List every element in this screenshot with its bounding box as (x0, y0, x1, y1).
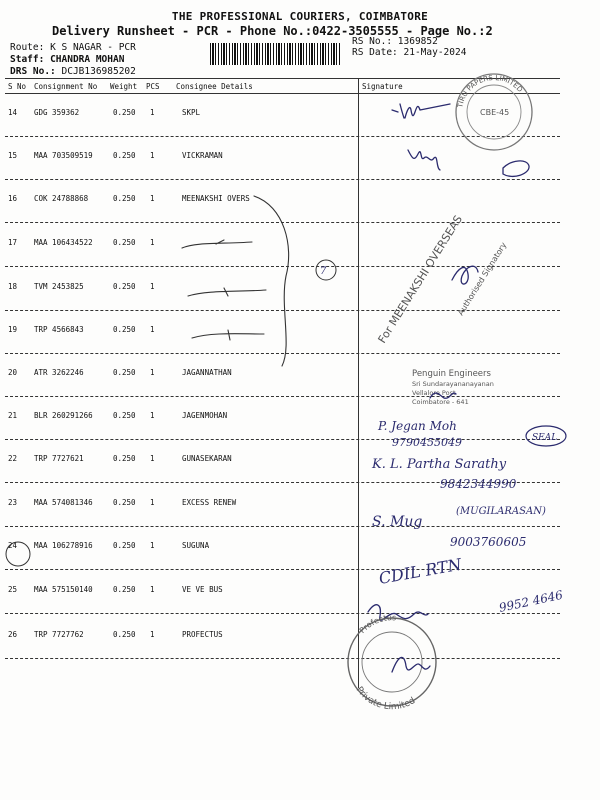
row-consignee: EXCESS RENEW (182, 498, 237, 507)
row-consignment-no: MAA 106434522 (34, 238, 93, 247)
row-sno: 17 (8, 238, 18, 247)
row-pcs: 1 (150, 194, 155, 203)
col-weight: Weight (110, 82, 138, 91)
row-consignment-no: MAA 574081346 (34, 498, 93, 507)
row-consignment-no: TRP 4566843 (34, 325, 84, 334)
row-pcs: 1 (150, 151, 155, 160)
row-weight: 0.250 (113, 454, 136, 463)
row-pcs: 1 (150, 454, 155, 463)
row-consignee: SUGUNA (182, 541, 210, 550)
row-pcs: 1 (150, 541, 155, 550)
row-weight: 0.250 (113, 282, 136, 291)
row-weight: 0.250 (113, 411, 136, 420)
row-sno: 23 (8, 498, 18, 507)
row-sno: 26 (8, 630, 18, 639)
row-consignment-no: MAA 703509519 (34, 151, 93, 160)
runsheet-title: Delivery Runsheet - PCR - Phone No.:0422-3505555 - Page No.:2 (52, 24, 493, 38)
handwritten-23-name: (MUGILARASAN) (456, 506, 546, 517)
stamp-top-inner: CBE-45 (480, 108, 510, 117)
row-pcs: 1 (150, 585, 155, 594)
row-weight: 0.250 (113, 194, 136, 203)
rs-no-label: RS No.: (352, 36, 393, 47)
ditto-18 (188, 288, 266, 296)
seal-mark-15 (503, 161, 529, 177)
signature-26 (392, 657, 430, 672)
row-consignment-no: TVM 2453825 (34, 282, 84, 291)
row-sno: 16 (8, 194, 18, 203)
row-sno: 19 (8, 325, 18, 334)
row-weight: 0.250 (113, 630, 136, 639)
penguin-stamp-line4: Coimbatore - 641 (412, 398, 469, 406)
penguin-stamp-line2: Sri Sundarayananayanan (412, 380, 494, 388)
col-signature: Signature (362, 82, 403, 91)
svg-text:Private Limited (354, 685, 418, 712)
row-sno: 14 (8, 108, 18, 117)
row-pcs: 1 (150, 325, 155, 334)
row-sno: 20 (8, 368, 18, 377)
row-consignment-no: MAA 575150140 (34, 585, 93, 594)
row-sno: 18 (8, 282, 18, 291)
row-weight: 0.250 (113, 108, 136, 117)
stamp-bottom-top-text: Profectus (357, 613, 397, 636)
stamp-bottom-text: Private Limited (353, 685, 418, 713)
handwritten-25-number: 9952 4646 (497, 587, 565, 615)
row-weight: 0.250 (113, 368, 136, 377)
ditto-19 (192, 330, 264, 340)
number-mark-17: 7 (320, 266, 327, 277)
handwritten-23-phone: 9003760605 (450, 535, 527, 549)
row-sno: 24 (8, 541, 18, 550)
row-consignment-no: COK 24788868 (34, 194, 89, 203)
row-pcs: 1 (150, 282, 155, 291)
signature-15 (408, 150, 440, 170)
col-sno: S No (8, 82, 27, 91)
row-consignee: VICKRAMAN (182, 151, 223, 160)
row-consignment-no: GDG 359362 (34, 108, 80, 117)
route-value: K S NAGAR - PCR (50, 42, 136, 53)
penguin-stamp-line3: Vellalore Post (412, 389, 456, 397)
row-pcs: 1 (150, 630, 155, 639)
handwritten-22-name: K. L. Partha Sarathy (372, 457, 507, 472)
row-sno: 21 (8, 411, 18, 420)
row-consignment-no: ATR 3262246 (34, 368, 84, 377)
row-consignment-no: BLR 260291266 (34, 411, 93, 420)
staff-value: CHANDRA MOHAN (50, 54, 125, 65)
row-weight: 0.250 (113, 151, 136, 160)
row-consignee: MEENAKSHI OVERS (182, 194, 250, 203)
col-consignment: Consignment No (34, 82, 98, 91)
row-pcs: 1 (150, 498, 155, 507)
row-consignment-no: MAA 106278916 (34, 541, 93, 550)
bracket-16-19 (254, 196, 289, 366)
drs-value: DCJB136985202 (61, 66, 136, 77)
ditto-17 (182, 240, 252, 248)
row-weight: 0.250 (113, 498, 136, 507)
row-consignee: PROFECTUS (182, 630, 223, 639)
row-pcs: 1 (150, 368, 155, 377)
meenakshi-stamp: For MEENAKSHI OVERSEAS (375, 213, 466, 346)
stamp-bottom (348, 613, 436, 712)
company-name: THE PROFESSIONAL COURIERS, COIMBATORE (171, 10, 429, 23)
row-sno: 15 (8, 151, 18, 160)
row-sno: 25 (8, 585, 18, 594)
rs-date-value: 21-May-2024 (403, 47, 467, 58)
handwritten-22-phone: 9842344990 (440, 477, 517, 491)
row-consignee: VE VE BUS (182, 585, 223, 594)
handwritten-21-seal: SEAL (532, 433, 558, 443)
row-weight: 0.250 (113, 325, 136, 334)
route-label: Route: (10, 42, 45, 53)
row-consignment-no: TRP 7727621 (34, 454, 84, 463)
drs-label: DRS No.: (10, 66, 56, 77)
stamp-top (456, 74, 532, 150)
row-consignment-no: TRP 7727762 (34, 630, 84, 639)
row-sno: 22 (8, 454, 18, 463)
stamp-top-text: TIRU PAPERS LIMITED (456, 73, 525, 109)
handwritten-24: CDIL RTN (377, 554, 463, 588)
row-consignee: GUNASEKARAN (182, 454, 232, 463)
row-weight: 0.250 (113, 238, 136, 247)
row-pcs: 1 (150, 108, 155, 117)
penguin-stamp-line1: Penguin Engineers (412, 369, 491, 379)
rs-date-label: RS Date: (352, 47, 398, 58)
row-weight: 0.250 (113, 541, 136, 550)
handwritten-23-sign: S. Mug (372, 514, 423, 530)
signature-16-19 (452, 266, 478, 284)
signature-14 (392, 104, 450, 118)
row-weight: 0.250 (113, 585, 136, 594)
col-consignee: Consignee Details (176, 82, 253, 91)
row-consignee: JAGANNATHAN (182, 368, 232, 377)
row-pcs: 1 (150, 238, 155, 247)
handwritten-21-phone: 9790455049 (392, 436, 462, 449)
rs-no-value: 1369852 (397, 36, 438, 47)
meenakshi-signatory: Authorised Signatory (456, 240, 509, 318)
circle-mark-24 (6, 542, 30, 566)
row-pcs: 1 (150, 411, 155, 420)
handwritten-21-name: P. Jegan Moh (378, 419, 457, 433)
staff-label: Staff: (10, 54, 45, 65)
row-consignee: JAGENMOHAN (182, 411, 228, 420)
row-consignee: SKPL (182, 108, 201, 117)
col-pcs: PCS (146, 82, 160, 91)
